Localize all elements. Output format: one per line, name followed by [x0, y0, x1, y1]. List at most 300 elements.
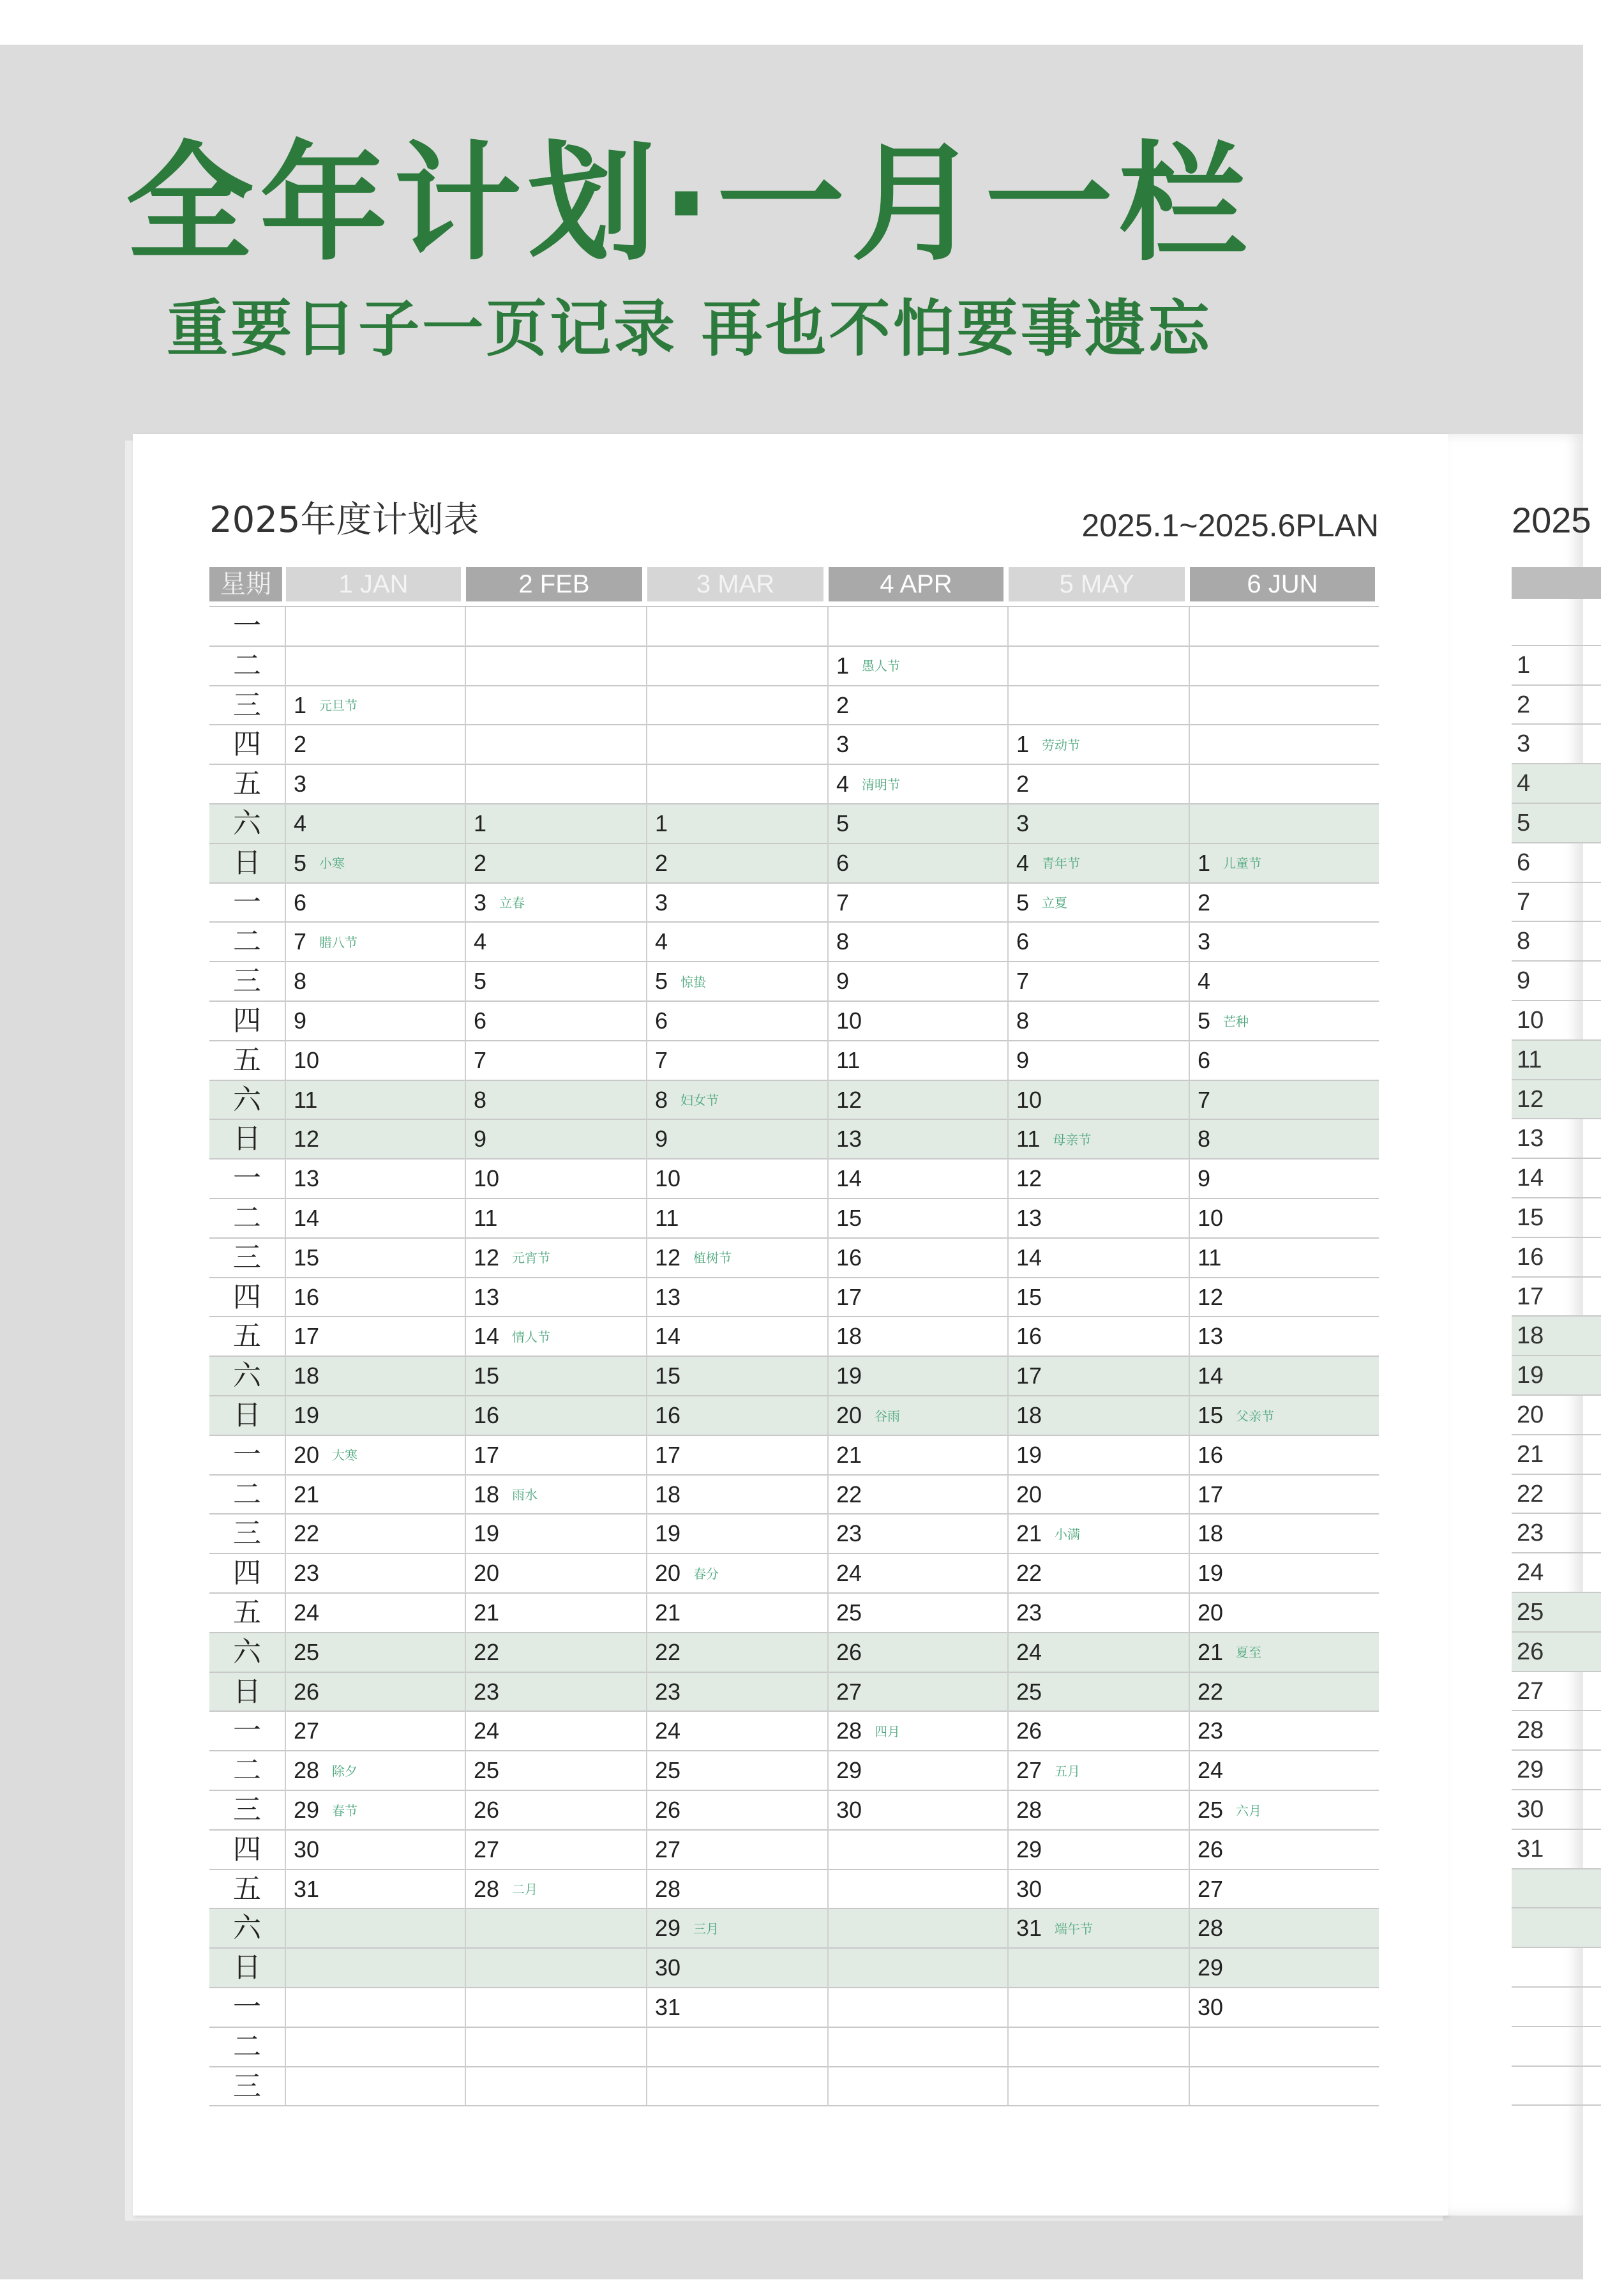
day-cell	[474, 1633, 499, 1672]
day-number: 14	[655, 1323, 681, 1350]
day-number: 7	[1198, 1086, 1211, 1113]
day-number: 13	[474, 1283, 500, 1310]
day-number: 20	[655, 1560, 681, 1587]
column-divider	[285, 607, 286, 2106]
day-number: 15	[836, 1205, 862, 1231]
day-cell	[1016, 962, 1029, 1001]
day-cell	[294, 804, 306, 843]
weekday-label: 四	[233, 1004, 261, 1037]
day-number: 30	[294, 1836, 320, 1862]
day-number: 16	[1198, 1441, 1224, 1468]
day-note: 立夏	[1042, 896, 1068, 911]
day-cell	[1198, 1790, 1261, 1830]
day-number: 8	[836, 928, 850, 955]
day-note: 劳动节	[1042, 738, 1081, 753]
day-note: 三月	[693, 1922, 719, 1937]
day-cell	[655, 1672, 680, 1712]
day-cell	[836, 1159, 862, 1198]
day-cell	[836, 922, 849, 962]
day-number: 27	[655, 1836, 681, 1862]
next-page-day-cell: 23	[1512, 1514, 1601, 1553]
day-number: 19	[1016, 1441, 1042, 1468]
day-note: 妇女节	[680, 1094, 719, 1108]
day-cell	[294, 1475, 319, 1514]
day-cell	[655, 1514, 680, 1553]
day-number: 21	[1198, 1638, 1224, 1665]
day-number: 23	[836, 1520, 862, 1547]
next-page-day-cell: 4	[1512, 764, 1601, 804]
next-page-day-cell: 3	[1512, 725, 1601, 764]
next-page-day-cell: 20	[1512, 1396, 1601, 1435]
day-cell	[836, 1553, 862, 1593]
day-cell	[836, 962, 849, 1001]
month-header-feb: 2 FEB	[466, 567, 642, 601]
day-number: 11	[1198, 1244, 1222, 1271]
day-cell	[655, 1830, 680, 1869]
day-number: 3	[294, 771, 307, 797]
day-cell	[1016, 1119, 1091, 1159]
day-number: 13	[836, 1126, 862, 1152]
day-number: 1	[474, 810, 487, 836]
weekday-label: 一	[233, 1991, 261, 2023]
day-number: 17	[1198, 1481, 1224, 1507]
page-range: 2025.1~2025.6PLAN	[1081, 508, 1379, 543]
day-cell	[836, 804, 849, 843]
day-cell	[836, 1475, 862, 1514]
day-cell	[655, 843, 668, 883]
day-cell	[474, 1435, 499, 1475]
next-page-day-cell: 1	[1512, 646, 1601, 686]
next-page-day-cell: 8	[1512, 922, 1601, 962]
day-number: 6	[836, 849, 850, 876]
day-cell	[836, 725, 849, 764]
next-page-day-cell: 26	[1512, 1633, 1601, 1672]
day-cell	[1198, 1514, 1223, 1553]
day-cell	[836, 1633, 862, 1672]
day-number: 2	[1198, 889, 1211, 916]
day-cell	[294, 1435, 357, 1475]
next-page-day-cell: 5	[1512, 804, 1601, 843]
day-cell	[836, 1198, 862, 1238]
day-cell	[474, 843, 486, 883]
next-page-title: 2025	[1512, 500, 1591, 540]
day-number: 26	[1016, 1718, 1042, 1744]
day-number: 6	[294, 889, 307, 916]
day-cell	[655, 1948, 680, 1988]
day-number: 9	[655, 1126, 668, 1152]
weekday-label: 六	[233, 807, 261, 840]
day-number: 7	[294, 928, 307, 955]
day-cell	[474, 1711, 499, 1751]
day-note: 青年节	[1042, 857, 1081, 872]
day-note: 四月	[875, 1725, 901, 1739]
weekend-row-band	[209, 804, 1379, 843]
day-cell	[836, 1356, 862, 1396]
day-note: 儿童节	[1223, 857, 1262, 872]
weekday-label: 日	[233, 1675, 261, 1708]
day-number: 25	[655, 1757, 681, 1784]
row-divider	[209, 764, 1379, 765]
day-number: 17	[1016, 1363, 1042, 1389]
day-number: 12	[474, 1244, 500, 1271]
day-cell	[1198, 1001, 1249, 1041]
day-cell	[1016, 1869, 1042, 1909]
day-cell	[655, 1475, 680, 1514]
day-number: 7	[1016, 968, 1030, 995]
day-cell	[836, 1672, 862, 1712]
day-number: 26	[474, 1797, 500, 1823]
next-page-day-cell: 28	[1512, 1711, 1601, 1751]
weekday-label: 四	[233, 1280, 261, 1313]
day-cell	[836, 883, 849, 923]
day-number: 9	[1016, 1046, 1030, 1073]
weekday-label: 四	[233, 1832, 261, 1866]
day-number: 11	[1016, 1126, 1041, 1152]
day-cell	[474, 1119, 486, 1159]
day-number: 18	[836, 1323, 862, 1350]
day-number: 21	[836, 1441, 862, 1468]
day-number: 9	[1198, 1165, 1211, 1192]
day-cell	[1016, 1553, 1042, 1593]
day-cell	[1016, 843, 1080, 883]
weekday-label: 六	[233, 1635, 261, 1668]
row-divider	[209, 646, 1379, 647]
day-cell	[294, 962, 306, 1001]
day-number: 5	[1198, 1008, 1211, 1034]
day-note: 春节	[332, 1804, 358, 1818]
day-cell	[836, 1790, 862, 1830]
day-number: 20	[474, 1560, 500, 1587]
day-number: 28	[1016, 1797, 1042, 1823]
day-cell	[474, 1475, 537, 1514]
day-note: 春分	[693, 1567, 719, 1582]
day-cell	[1016, 1041, 1029, 1080]
weekday-label: 三	[233, 688, 261, 721]
day-cell	[655, 1908, 719, 1948]
day-number: 1	[1198, 849, 1211, 876]
day-note: 立春	[499, 896, 525, 911]
day-number: 15	[1016, 1283, 1042, 1310]
day-number: 23	[1016, 1599, 1042, 1626]
day-number: 20	[294, 1441, 320, 1468]
day-number: 4	[1016, 849, 1030, 876]
weekday-label: 一	[233, 1714, 261, 1748]
day-number: 10	[1198, 1205, 1224, 1231]
day-note: 母亲节	[1053, 1133, 1092, 1147]
weekday-label: 四	[233, 1557, 261, 1590]
day-cell	[655, 1001, 668, 1041]
day-cell	[655, 1633, 680, 1672]
weekday-label: 二	[233, 1202, 261, 1234]
day-cell	[294, 922, 357, 962]
day-cell	[1016, 922, 1029, 962]
row-divider	[209, 685, 1379, 686]
month-header-jan: 1 JAN	[286, 567, 461, 601]
weekday-header: 星期	[209, 567, 282, 601]
day-cell	[474, 922, 486, 962]
next-page-day-cell: 14	[1512, 1159, 1601, 1198]
month-header-may: 5 MAY	[1009, 567, 1185, 601]
day-number: 16	[655, 1402, 681, 1428]
day-cell	[655, 1988, 680, 2027]
day-cell	[1016, 725, 1080, 764]
day-cell	[836, 1514, 862, 1553]
day-number: 10	[474, 1165, 500, 1192]
day-number: 19	[474, 1520, 500, 1547]
day-number: 21	[294, 1481, 320, 1507]
day-number: 27	[1016, 1757, 1042, 1784]
day-cell	[655, 1711, 680, 1751]
next-planner-page	[1448, 434, 1591, 2216]
next-page-day-cell: 15	[1512, 1198, 1601, 1238]
day-number: 5	[655, 968, 668, 995]
day-cell	[836, 1001, 862, 1041]
day-cell	[1016, 1317, 1042, 1356]
day-number: 4	[836, 771, 850, 797]
day-number: 15	[474, 1363, 500, 1389]
day-note: 父亲节	[1236, 1409, 1275, 1424]
day-note: 端午节	[1055, 1922, 1094, 1937]
day-cell	[655, 1751, 680, 1790]
column-divider	[646, 607, 647, 2106]
day-cell	[1016, 1435, 1042, 1475]
day-number: 30	[655, 1954, 681, 1981]
day-number: 31	[294, 1875, 320, 1902]
weekday-label: 二	[233, 925, 261, 958]
day-number: 27	[1198, 1875, 1224, 1902]
day-cell	[836, 1041, 860, 1080]
day-number: 19	[294, 1402, 320, 1428]
weekday-label: 三	[233, 1517, 261, 1550]
day-cell	[474, 1080, 486, 1120]
day-cell	[655, 922, 668, 962]
day-cell	[836, 1435, 862, 1475]
day-cell	[294, 883, 306, 923]
day-number: 31	[655, 1994, 681, 2020]
day-cell	[655, 1790, 680, 1830]
weekday-label: 六	[233, 1083, 261, 1116]
day-cell	[294, 1159, 319, 1198]
day-number: 1	[655, 810, 668, 836]
weekday-label: 二	[233, 649, 261, 682]
day-cell	[474, 883, 525, 923]
day-cell	[1016, 1396, 1042, 1435]
day-number: 21	[655, 1599, 681, 1626]
day-cell	[294, 1080, 317, 1120]
day-cell	[474, 1238, 550, 1278]
next-page-day-cell: 25	[1512, 1593, 1601, 1633]
day-cell	[1198, 1593, 1223, 1633]
day-cell	[294, 1869, 319, 1909]
day-number: 19	[836, 1363, 862, 1389]
day-note: 谷雨	[875, 1409, 901, 1424]
day-number: 10	[836, 1008, 862, 1034]
day-number: 13	[294, 1165, 320, 1192]
day-number: 25	[474, 1757, 500, 1784]
day-number: 8	[1198, 1126, 1211, 1152]
day-number: 7	[836, 889, 850, 916]
day-note: 小寒	[319, 857, 345, 872]
day-cell	[1198, 1475, 1223, 1514]
day-number: 14	[1016, 1244, 1042, 1271]
day-cell	[1016, 1593, 1042, 1633]
day-cell	[836, 1278, 862, 1317]
next-page-day-cell: 30	[1512, 1790, 1601, 1830]
day-cell	[1016, 883, 1067, 923]
day-number: 26	[294, 1678, 320, 1705]
day-number: 29	[1016, 1836, 1042, 1862]
weekday-label: 一	[233, 1438, 261, 1471]
weekday-label: 三	[233, 1241, 261, 1274]
day-note: 愚人节	[862, 660, 901, 674]
day-cell	[294, 1514, 319, 1553]
day-number: 28	[294, 1757, 320, 1784]
day-number: 26	[1198, 1836, 1224, 1862]
day-number: 23	[474, 1678, 500, 1705]
day-number: 29	[294, 1797, 320, 1823]
next-page-day-cell	[1512, 607, 1601, 646]
day-cell	[655, 883, 668, 923]
day-number: 22	[1016, 1560, 1042, 1587]
day-cell	[1198, 1238, 1221, 1278]
next-page-header	[1512, 567, 1601, 599]
day-number: 18	[294, 1363, 320, 1389]
day-cell	[294, 1198, 319, 1238]
day-cell	[836, 843, 849, 883]
next-page-day-cell: 27	[1512, 1672, 1601, 1712]
day-cell	[474, 1356, 499, 1396]
row-divider	[209, 724, 1379, 725]
day-cell	[836, 764, 900, 804]
day-cell	[1016, 1790, 1042, 1830]
day-number: 4	[1198, 968, 1211, 995]
day-cell	[1016, 1751, 1080, 1790]
day-number: 3	[836, 731, 850, 758]
day-cell	[1016, 764, 1029, 804]
weekday-label: 四	[233, 728, 261, 761]
next-page-day-cell: 19	[1512, 1356, 1601, 1396]
day-note: 小满	[1055, 1527, 1081, 1542]
day-cell	[1198, 1633, 1261, 1672]
weekday-label: 五	[233, 1320, 261, 1353]
column-divider	[1189, 607, 1190, 2106]
day-number: 23	[294, 1560, 320, 1587]
day-cell	[474, 1751, 499, 1790]
day-cell	[655, 1080, 719, 1120]
weekday-label: 日	[233, 846, 261, 879]
day-number: 11	[836, 1046, 861, 1073]
subheadline: 重要日子一页记录 再也不怕要事遗忘	[167, 293, 1212, 365]
next-page-day-cell: 13	[1512, 1119, 1601, 1159]
day-number: 25	[294, 1638, 320, 1665]
day-cell	[1198, 1948, 1223, 1988]
day-number: 9	[836, 968, 850, 995]
day-number: 5	[474, 968, 487, 995]
day-number: 20	[1016, 1481, 1042, 1507]
next-page-day-cell: 10	[1512, 1001, 1601, 1041]
day-cell	[655, 1119, 668, 1159]
day-cell	[1198, 1278, 1223, 1317]
day-number: 2	[836, 691, 850, 718]
day-note: 大寒	[332, 1449, 358, 1463]
next-page-day-cell: 9	[1512, 962, 1601, 1001]
day-number: 14	[474, 1323, 500, 1350]
day-number: 3	[1198, 928, 1211, 955]
day-number: 15	[655, 1363, 681, 1389]
day-cell	[655, 1159, 680, 1198]
day-cell	[1198, 922, 1210, 962]
day-number: 26	[836, 1638, 862, 1665]
day-cell	[836, 1119, 862, 1159]
day-cell	[294, 1711, 319, 1751]
day-cell	[294, 1593, 319, 1633]
day-number: 29	[1198, 1954, 1224, 1981]
day-cell	[294, 1238, 319, 1278]
weekday-label: 六	[233, 1912, 261, 1945]
day-note: 六月	[1236, 1804, 1262, 1818]
day-number: 25	[1016, 1678, 1042, 1705]
day-cell	[294, 1396, 319, 1435]
next-page-day-cell	[1512, 1988, 1601, 2027]
day-number: 5	[836, 810, 850, 836]
day-number: 25	[1198, 1797, 1224, 1823]
day-cell	[1198, 1041, 1210, 1080]
day-number: 6	[655, 1008, 668, 1034]
day-cell	[655, 1198, 679, 1238]
day-cell	[1198, 1751, 1223, 1790]
day-cell	[1198, 1435, 1223, 1475]
day-number: 13	[1016, 1205, 1042, 1231]
day-cell	[1198, 1553, 1223, 1593]
day-number: 6	[1198, 1046, 1211, 1073]
day-cell	[474, 1790, 499, 1830]
weekday-label: 五	[233, 1043, 261, 1076]
day-cell	[294, 1790, 357, 1830]
day-number: 28	[474, 1875, 500, 1902]
day-note: 腊八节	[319, 935, 358, 950]
day-number: 28	[836, 1718, 862, 1744]
day-cell	[294, 1553, 319, 1593]
day-number: 8	[294, 968, 307, 995]
day-number: 24	[1016, 1638, 1042, 1665]
day-number: 26	[655, 1797, 681, 1823]
day-cell	[474, 1593, 499, 1633]
day-number: 24	[1198, 1757, 1224, 1784]
day-number: 13	[1198, 1323, 1224, 1350]
day-note: 五月	[1055, 1764, 1081, 1779]
row-divider	[209, 803, 1379, 804]
next-page-day-cell: 16	[1512, 1238, 1601, 1278]
day-cell	[1198, 1830, 1223, 1869]
next-page-day-cell: 11	[1512, 1041, 1601, 1080]
next-page-day-cell	[1512, 1908, 1601, 1948]
day-number: 27	[474, 1836, 500, 1862]
day-number: 4	[474, 928, 487, 955]
day-note: 元宵节	[512, 1251, 551, 1266]
day-note: 除夕	[332, 1764, 358, 1779]
day-cell	[655, 1317, 680, 1356]
weekday-label: 日	[233, 1122, 261, 1156]
weekday-label: 六	[233, 1359, 261, 1393]
day-cell	[655, 1041, 668, 1080]
day-cell	[474, 1869, 537, 1909]
day-number: 15	[1198, 1402, 1224, 1428]
day-number: 12	[1016, 1165, 1042, 1192]
day-cell	[1198, 1672, 1223, 1712]
next-page-day-cell: 12	[1512, 1080, 1601, 1120]
day-number: 21	[474, 1599, 500, 1626]
row-divider	[209, 606, 1379, 607]
